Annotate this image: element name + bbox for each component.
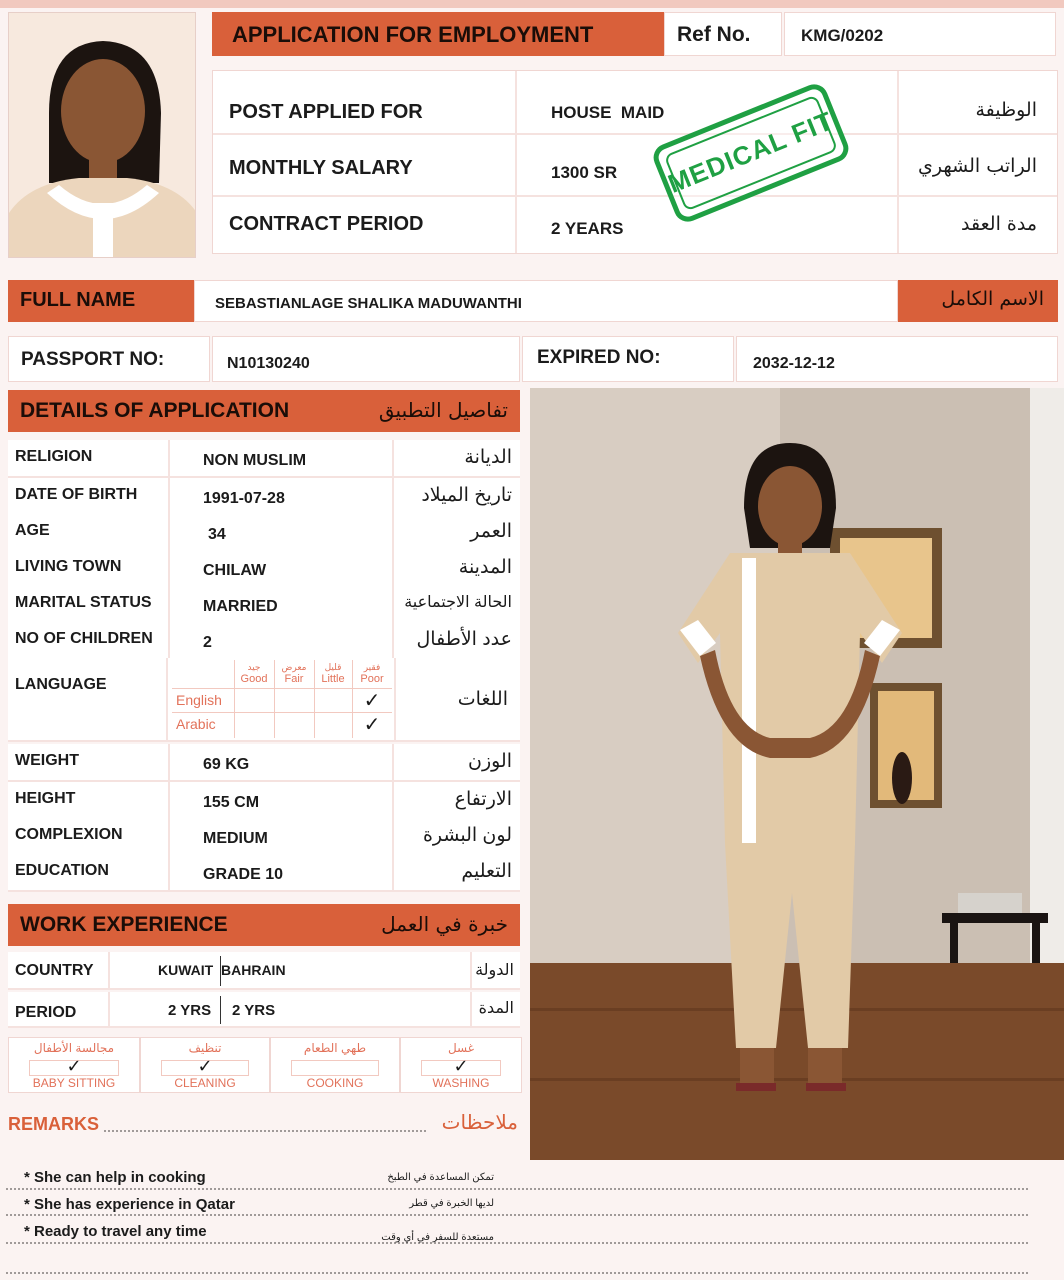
religion-value: NON MUSLIM: [203, 452, 307, 469]
work-heading: WORK EXPERIENCE: [20, 913, 228, 936]
contract-period-ar: مدة العقد: [961, 213, 1037, 235]
weight-row: [8, 744, 520, 782]
remark-line-3: [6, 1242, 1028, 1244]
details-heading-bar: [8, 390, 520, 432]
skill-cooking-ar: طهي الطعام: [303, 1041, 367, 1055]
dob-value: 1991-07-28: [203, 490, 285, 507]
height-label: HEIGHT: [15, 790, 76, 807]
page-title: APPLICATION FOR EMPLOYMENT: [232, 22, 594, 47]
religion-ar: الديانة: [464, 447, 512, 468]
remark-1-ar: تمكن المساعدة في الطبخ: [387, 1172, 494, 1183]
language-grid: [172, 660, 392, 738]
age-ar: العمر: [470, 521, 512, 542]
passport-value: N10130240: [227, 355, 310, 372]
skill-baby-sitting-label: BABY SITTING: [32, 1076, 116, 1090]
level-poor-ar: فقير: [363, 662, 381, 672]
language-english: English: [176, 692, 222, 708]
skill-baby-sitting-check: ✓: [66, 1056, 82, 1076]
language-label: LANGUAGE: [15, 676, 107, 693]
expiry-label: EXPIRED NO:: [537, 347, 661, 368]
full-name-value: SEBASTIANLAGE SHALIKA MADUWANTHI: [215, 295, 522, 312]
skill-washing-label: WASHING: [432, 1076, 490, 1090]
arabic-poor-check: ✓: [363, 714, 381, 736]
details-heading: DETAILS OF APPLICATION: [20, 399, 290, 422]
details-heading-ar: تفاصيل التطبيق: [378, 398, 508, 422]
language-row: [8, 658, 520, 742]
weight-label: WEIGHT: [15, 752, 79, 769]
language-arabic: Arabic: [176, 716, 216, 732]
country-row: [8, 952, 520, 990]
english-poor-check: ✓: [363, 690, 381, 712]
religion-label: RELIGION: [15, 448, 93, 465]
dob-label: DATE OF BIRTH: [15, 486, 138, 503]
education-row: [8, 854, 520, 892]
contract-period-label: CONTRACT PERIOD: [229, 213, 424, 235]
remark-1: * She can help in cooking: [24, 1169, 206, 1186]
expiry-value: 2032-12-12: [753, 355, 835, 372]
skill-cleaning-ar: تنظيف: [188, 1041, 222, 1055]
remark-line-4: [6, 1272, 1028, 1274]
country-1: KUWAIT: [158, 962, 214, 978]
level-good: [234, 662, 274, 685]
ref-label: Ref No.: [677, 23, 751, 46]
weight-ar: الوزن: [467, 751, 512, 772]
age-label: AGE: [15, 522, 50, 539]
skill-baby-sitting: [8, 1037, 140, 1093]
expiry-label-cell: [522, 336, 734, 382]
top-strip: [0, 0, 1064, 8]
ref-value-cell: [784, 12, 1056, 56]
age-value: 34: [208, 526, 226, 543]
remark-3: * Ready to travel any time: [24, 1223, 207, 1240]
remark-line-1: [6, 1188, 1028, 1190]
passport-value-cell: [212, 336, 520, 382]
skill-washing-ar: غسل: [447, 1041, 475, 1055]
post-applied-value: HOUSE MAID: [551, 103, 665, 122]
marital-status-row: [8, 586, 520, 624]
monthly-salary-label: MONTHLY SALARY: [229, 157, 413, 179]
level-poor-en: Poor: [360, 673, 384, 685]
education-ar: التعليم: [461, 861, 512, 882]
position-table: [212, 70, 1058, 254]
level-fair-ar: معرض: [281, 662, 307, 672]
ref-label-cell: [664, 12, 782, 56]
contract-period-value: 2 YEARS: [551, 219, 624, 238]
dob-row: [8, 478, 520, 516]
passport-label: PASSPORT NO:: [21, 349, 165, 370]
work-heading-ar: خبرة في العمل: [381, 912, 508, 936]
period-2: 2 YRS: [232, 1002, 276, 1019]
full-body-image: [530, 388, 1064, 1160]
post-applied-label: POST APPLIED FOR: [229, 101, 423, 123]
skill-cleaning-label: CLEANING: [174, 1076, 236, 1090]
level-poor: [352, 662, 392, 685]
complexion-value: MEDIUM: [203, 830, 268, 847]
work-heading-bar: [8, 904, 520, 946]
marital-status-label: MARITAL STATUS: [15, 594, 152, 611]
country-label: COUNTRY: [15, 962, 94, 979]
expiry-value-cell: [736, 336, 1058, 382]
height-value: 155 CM: [203, 794, 260, 811]
country-ar: الدولة: [475, 960, 514, 979]
remark-2: * She has experience in Qatar: [24, 1196, 235, 1213]
skill-cleaning: [140, 1037, 270, 1093]
remarks-label: REMARKS: [8, 1114, 100, 1134]
children-value: 2: [203, 634, 212, 651]
remark-3-ar: مستعدة للسفر في أي وقت: [381, 1232, 494, 1243]
living-town-label: LIVING TOWN: [15, 558, 122, 575]
country-2: BAHRAIN: [221, 962, 286, 978]
weight-value: 69 KG: [203, 756, 250, 773]
complexion-label: COMPLEXION: [15, 826, 123, 843]
remarks-label-ar: ملاحظات: [441, 1110, 518, 1134]
level-fair: [274, 662, 314, 685]
complexion-ar: لون البشرة: [422, 825, 512, 846]
portrait-image: [9, 13, 196, 258]
full-name-label: FULL NAME: [20, 289, 136, 311]
full-name-ar-cell: [898, 280, 1058, 322]
education-label: EDUCATION: [15, 862, 109, 879]
education-value: GRADE 10: [203, 866, 284, 883]
period-1: 2 YRS: [168, 1002, 212, 1019]
ref-value: KMG/0202: [801, 26, 884, 45]
skill-cooking: [270, 1037, 400, 1093]
children-row: [8, 622, 520, 660]
children-ar: عدد الأطفال: [416, 629, 512, 650]
religion-row: [8, 440, 520, 478]
portrait-photo: [8, 12, 196, 258]
level-little-en: Little: [321, 673, 345, 685]
height-row: [8, 782, 520, 820]
monthly-salary-value: 1300 SR: [551, 163, 618, 182]
dob-ar: تاريخ الميلاد: [421, 485, 512, 506]
marital-status-value: MARRIED: [203, 598, 278, 615]
full-body-photo: [530, 388, 1064, 1160]
medical-fit-text: MEDICAL FIT: [663, 105, 838, 199]
period-label: PERIOD: [15, 1004, 77, 1021]
header-title-bar: [212, 12, 664, 56]
living-town-value: CHILAW: [203, 562, 267, 579]
marital-status-ar: الحالة الاجتماعية: [404, 594, 512, 611]
language-ar: اللغات: [457, 688, 508, 710]
remarks-leader: [104, 1130, 426, 1132]
level-little-ar: قليل: [324, 662, 342, 672]
living-town-ar: المدينة: [458, 557, 512, 578]
level-good-ar: جيد: [247, 662, 261, 672]
level-little: [314, 662, 352, 685]
level-fair-en: Fair: [284, 673, 304, 685]
period-row: [8, 992, 520, 1028]
period-ar: المدة: [478, 998, 514, 1017]
full-name-value-cell: [194, 280, 898, 322]
level-good-en: Good: [240, 673, 268, 685]
skill-washing-check: ✓: [453, 1056, 469, 1076]
skill-cleaning-check: ✓: [197, 1056, 213, 1076]
skill-baby-sitting-ar: مجالسة الأطفال: [33, 1041, 115, 1055]
passport-label-cell: [8, 336, 210, 382]
complexion-row: [8, 818, 520, 856]
post-applied-ar: الوظيفة: [975, 99, 1037, 121]
skill-washing: [400, 1037, 522, 1093]
living-town-row: [8, 550, 520, 588]
skill-cooking-label: COOKING: [306, 1076, 364, 1090]
height-ar: الارتفاع: [454, 789, 512, 810]
children-label: NO OF CHILDREN: [15, 630, 153, 647]
remark-line-2: [6, 1214, 1028, 1216]
age-row: [8, 514, 520, 552]
full-name-label-cell: [8, 280, 194, 322]
remark-2-ar: لديها الخبرة في قطر: [409, 1198, 494, 1209]
full-name-ar: الاسم الكامل: [941, 288, 1044, 310]
monthly-salary-ar: الراتب الشهري: [918, 155, 1037, 177]
